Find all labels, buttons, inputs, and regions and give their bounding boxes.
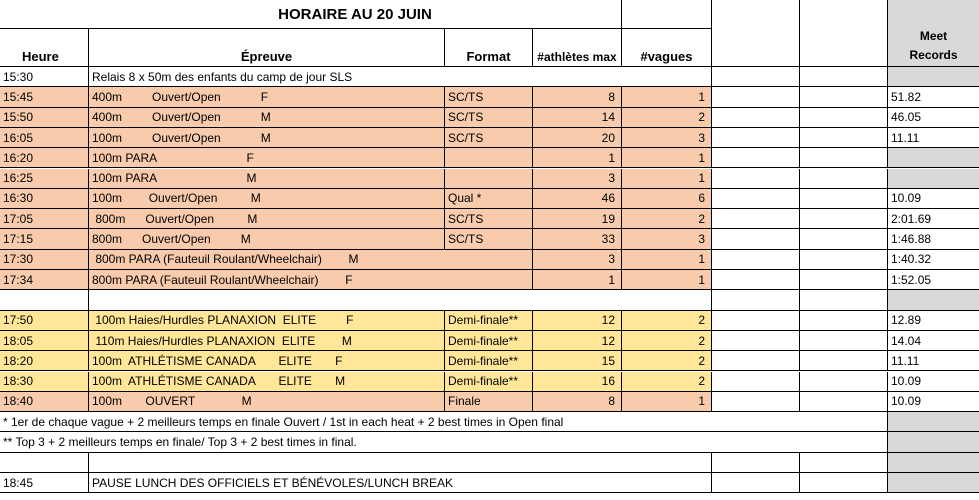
- row-time: 17:30: [0, 250, 89, 270]
- row-event: 400m Ouvert/Open F: [89, 87, 445, 107]
- row-waves: 1: [622, 169, 712, 189]
- row-empty-col7: [712, 229, 800, 249]
- row-time: 16:05: [0, 128, 89, 148]
- row-record: 1:40.32: [888, 250, 979, 270]
- row-athletes: 3: [533, 250, 622, 270]
- header-empty-col8: [800, 28, 888, 67]
- row-format: SC/TS: [445, 229, 533, 249]
- row-format: Demi-finale**: [445, 351, 533, 371]
- row-format: [445, 148, 533, 168]
- header-records: [888, 28, 979, 67]
- row-athletes: 12: [533, 311, 622, 331]
- row-empty-col7: [712, 148, 800, 168]
- row-waves: 2: [622, 372, 712, 392]
- row-time: 18:30: [0, 372, 89, 392]
- row-time: 15:30: [0, 67, 89, 87]
- title-spacer: [0, 0, 89, 28]
- row-record: [888, 169, 979, 189]
- note-row: [0, 432, 979, 452]
- row-athletes: 16: [533, 372, 622, 392]
- row-record: [888, 67, 979, 87]
- row-record: [888, 412, 979, 432]
- note-row: [0, 412, 979, 432]
- row-empty-col7: [712, 250, 800, 270]
- row-empty-col8: [800, 87, 888, 107]
- table-row: [0, 87, 979, 107]
- header-records-line1: Meet: [919, 29, 948, 43]
- row-time: 16:30: [0, 189, 89, 209]
- row-time: 18:05: [0, 331, 89, 351]
- row-empty-col7: [712, 169, 800, 189]
- table-row: [0, 290, 979, 310]
- row-empty-col7: [712, 351, 800, 371]
- row-record: 10.09: [888, 372, 979, 392]
- row-event: 400m Ouvert/Open M: [89, 108, 445, 128]
- row-time: 15:45: [0, 87, 89, 107]
- row-athletes: 33: [533, 229, 622, 249]
- row-empty-col8: [800, 473, 888, 493]
- row-empty-col8: [800, 372, 888, 392]
- title-spacer-col7: [712, 0, 800, 28]
- row-empty-col7: [712, 331, 800, 351]
- table-row: [0, 148, 979, 168]
- row-athletes: 20: [533, 128, 622, 148]
- row-waves: 2: [622, 331, 712, 351]
- row-athletes: 1: [533, 270, 622, 290]
- row-format: Demi-finale**: [445, 372, 533, 392]
- row-waves: 1: [622, 148, 712, 168]
- row-athletes: 46: [533, 189, 622, 209]
- row-time: 16:25: [0, 169, 89, 189]
- row-event: 100m Ouvert/Open M: [89, 189, 445, 209]
- row-athletes: 15: [533, 351, 622, 371]
- row-record: 10.09: [888, 189, 979, 209]
- table-row: [0, 189, 979, 209]
- row-athletes: 14: [533, 108, 622, 128]
- title-row: [0, 0, 979, 28]
- row-event: 800m Ouvert/Open M: [89, 209, 445, 229]
- row-waves: 3: [622, 128, 712, 148]
- footnote: ** Top 3 + 2 meilleurs temps en finale/ Top 3 + 2 best times in final.: [0, 432, 888, 452]
- table-row: [0, 351, 979, 371]
- row-waves: 1: [622, 87, 712, 107]
- table-row: [0, 270, 979, 290]
- row-waves: 2: [622, 108, 712, 128]
- table-row: [0, 311, 979, 331]
- row-waves: 2: [622, 209, 712, 229]
- row-empty-col8: [800, 189, 888, 209]
- row-format: Finale: [445, 392, 533, 412]
- row-waves: 2: [622, 351, 712, 371]
- row-athletes: 1: [533, 148, 622, 168]
- row-empty-col7: [712, 209, 800, 229]
- row-time: [0, 290, 89, 310]
- blank-row: [0, 453, 979, 473]
- row-format: SC/TS: [445, 128, 533, 148]
- row-record: 10.09: [888, 392, 979, 412]
- break-row: [0, 473, 979, 493]
- row-empty-col8: [800, 392, 888, 412]
- row-format: SC/TS: [445, 209, 533, 229]
- row-athletes: 3: [533, 169, 622, 189]
- title-spacer-col8: [800, 0, 888, 28]
- header-format: Format: [445, 28, 533, 67]
- row-empty-col8: [800, 311, 888, 331]
- row-event: 100m Ouvert/Open M: [89, 128, 445, 148]
- header-vagues: #vagues: [622, 28, 712, 67]
- row-format: SC/TS: [445, 87, 533, 107]
- title-spacer-records: [888, 0, 979, 28]
- row-event: [89, 290, 712, 310]
- table-row: [0, 331, 979, 351]
- row-record: 11.11: [888, 128, 979, 148]
- table-row: [0, 108, 979, 128]
- row-empty-col8: [800, 290, 888, 310]
- table-row: [0, 392, 979, 412]
- row-time: 17:05: [0, 209, 89, 229]
- row-waves: 3: [622, 229, 712, 249]
- header-records-line2: Records: [909, 48, 958, 62]
- table-row: [0, 209, 979, 229]
- row-empty-col8: [800, 331, 888, 351]
- row-time: 17:50: [0, 311, 89, 331]
- header-heure: Heure: [0, 28, 89, 67]
- blank-cell: [0, 453, 89, 473]
- row-empty-col8: [800, 169, 888, 189]
- table-row: [0, 229, 979, 249]
- blank-cell: [800, 453, 888, 473]
- row-empty-col7: [712, 290, 800, 310]
- row-empty-col7: [712, 87, 800, 107]
- row-event: 800m PARA (Fauteuil Roulant/Wheelchair) M: [89, 250, 533, 270]
- row-format: [445, 169, 533, 189]
- row-empty-col7: [712, 67, 800, 87]
- blank-cell: [89, 453, 712, 473]
- row-empty-col7: [712, 128, 800, 148]
- row-record: 1:46.88: [888, 229, 979, 249]
- row-format: Demi-finale**: [445, 311, 533, 331]
- row-time: 18:45: [0, 473, 89, 493]
- row-empty-col7: [712, 372, 800, 392]
- row-time: 15:50: [0, 108, 89, 128]
- table-row: [0, 169, 979, 189]
- row-event: 100m ATHLÉTISME CANADA ELITE F: [89, 351, 445, 371]
- row-empty-col7: [712, 270, 800, 290]
- row-waves: 1: [622, 392, 712, 412]
- row-time: 17:34: [0, 270, 89, 290]
- row-event: 800m PARA (Fauteuil Roulant/Wheelchair) F: [89, 270, 533, 290]
- row-record: 12.89: [888, 311, 979, 331]
- row-athletes: 8: [533, 392, 622, 412]
- table-row: [0, 250, 979, 270]
- row-time: 16:20: [0, 148, 89, 168]
- table-row: [0, 372, 979, 392]
- row-event: PAUSE LUNCH DES OFFICIELS ET BÉNÉVOLES/LUNCH BREAK: [89, 473, 712, 493]
- row-record: 51.82: [888, 87, 979, 107]
- row-empty-col7: [712, 189, 800, 209]
- row-athletes: 12: [533, 331, 622, 351]
- row-waves: 1: [622, 270, 712, 290]
- row-event: Relais 8 x 50m des enfants du camp de jour SLS: [89, 67, 712, 87]
- row-empty-col7: [712, 473, 800, 493]
- row-event: 100m PARA F: [89, 148, 445, 168]
- row-record: [888, 148, 979, 168]
- row-empty-col7: [712, 311, 800, 331]
- row-empty-col8: [800, 270, 888, 290]
- row-time: 18:20: [0, 351, 89, 371]
- row-waves: 6: [622, 189, 712, 209]
- header-empty-col7: [712, 28, 800, 67]
- row-waves: 1: [622, 250, 712, 270]
- row-event: 100m ATHLÉTISME CANADA ELITE M: [89, 372, 445, 392]
- row-event: 100m Haies/Hurdles PLANAXION ELITE F: [89, 311, 445, 331]
- row-athletes: 19: [533, 209, 622, 229]
- row-time: 17:15: [0, 229, 89, 249]
- row-empty-col8: [800, 250, 888, 270]
- row-empty-col8: [800, 128, 888, 148]
- row-athletes: 8: [533, 87, 622, 107]
- table-row: [0, 67, 979, 87]
- row-record: [888, 473, 979, 493]
- header-athletes: #athlètes max: [533, 28, 622, 67]
- row-record: 46.05: [888, 108, 979, 128]
- row-time: 18:40: [0, 392, 89, 412]
- footnote: * 1er de chaque vague + 2 meilleurs temps en finale Ouvert / 1st in each heat + 2 best times in Open final: [0, 412, 888, 432]
- row-format: SC/TS: [445, 108, 533, 128]
- row-empty-col8: [800, 351, 888, 371]
- row-event: 100m PARA M: [89, 169, 445, 189]
- row-empty-col8: [800, 108, 888, 128]
- row-empty-col8: [800, 229, 888, 249]
- row-format: Qual *: [445, 189, 533, 209]
- row-waves: 2: [622, 311, 712, 331]
- row-empty-col8: [800, 148, 888, 168]
- row-record: [888, 453, 979, 473]
- row-format: Demi-finale**: [445, 331, 533, 351]
- row-record: 14.04: [888, 331, 979, 351]
- row-record: [888, 432, 979, 452]
- row-empty-col8: [800, 67, 888, 87]
- row-empty-col7: [712, 108, 800, 128]
- blank-cell: [712, 453, 800, 473]
- page-title: HORAIRE AU 20 JUIN: [89, 0, 622, 28]
- title-spacer-vagues: [622, 0, 712, 28]
- row-empty-col7: [712, 392, 800, 412]
- row-empty-col8: [800, 209, 888, 229]
- table-row: [0, 128, 979, 148]
- row-record: [888, 290, 979, 310]
- row-event: 110m Haies/Hurdles PLANAXION ELITE M: [89, 331, 445, 351]
- row-event: 100m OUVERT M: [89, 392, 445, 412]
- row-record: 2:01.69: [888, 209, 979, 229]
- row-record: 11.11: [888, 351, 979, 371]
- row-record: 1:52.05: [888, 270, 979, 290]
- row-event: 800m Ouvert/Open M: [89, 229, 445, 249]
- header-epreuve: Épreuve: [89, 28, 445, 67]
- header-row: [0, 28, 979, 67]
